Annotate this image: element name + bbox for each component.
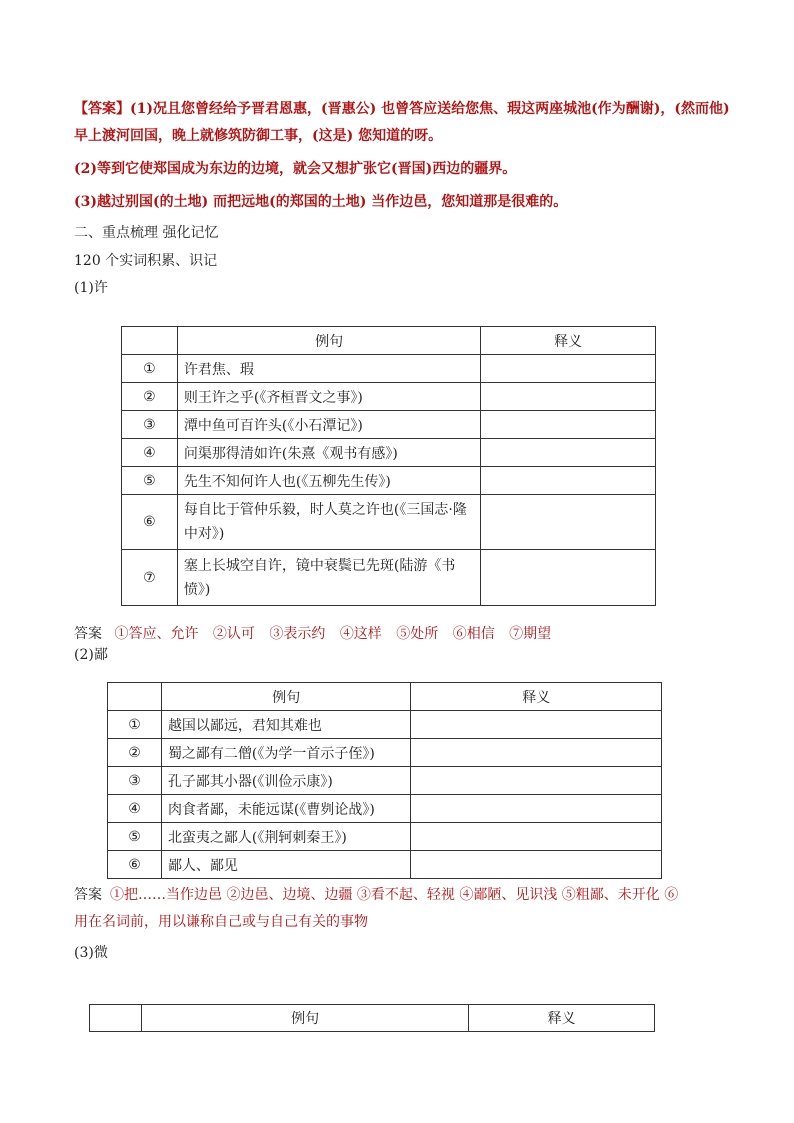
row-num: ⑤ — [122, 467, 178, 495]
header-meaning: 释义 — [481, 327, 656, 355]
row-example: 塞上长城空自许，镜中衰鬓已先斑(陆游《书愤》) — [177, 550, 480, 606]
row-meaning — [481, 355, 656, 383]
header-meaning: 释义 — [469, 1005, 655, 1032]
row-example: 肉食者鄙，未能远谋(《曹刿论战》) — [161, 795, 411, 823]
answer-label: 答案 — [74, 626, 102, 642]
row-num: ① — [122, 355, 178, 383]
table-row — [108, 739, 662, 767]
answer-line-1: 【答案】(1)况且您曾经给予晋君恩惠，(晋惠公) 也曾答应送给您焦、瑕这两座城池(作为酬谢)，(然而他) — [74, 101, 730, 117]
row-num: ⑦ — [122, 550, 178, 606]
word2-answer-line-2: 用在名词前，用以谦称自己或与自己有关的事物 — [74, 914, 368, 930]
answer-line-4: (3)越过别国(的土地) 而把远地(的郑国的土地) 当作边邑，您知道那是很难的。 — [74, 194, 568, 210]
word1-table — [121, 326, 656, 606]
table-row — [108, 851, 662, 879]
row-meaning — [411, 795, 662, 823]
row-example: 问渠那得清如许(朱熹《观书有感》) — [177, 439, 480, 467]
table-row — [122, 495, 656, 550]
row-num: ① — [108, 711, 162, 739]
row-example: 北蛮夷之鄙人(《荆轲刺秦王》) — [161, 823, 411, 851]
table-row — [122, 383, 656, 411]
row-meaning — [481, 439, 656, 467]
answer-label: 【答案】 — [74, 101, 130, 117]
table-row — [122, 550, 656, 606]
row-meaning — [411, 739, 662, 767]
table-header-row — [108, 683, 662, 711]
word3-title: (3)微 — [74, 945, 108, 961]
table-row — [108, 795, 662, 823]
subheading: 120 个实词积累、识记 — [74, 253, 218, 269]
table-header-row — [122, 327, 656, 355]
word2-title: (2)鄙 — [74, 647, 108, 663]
row-example: 许君焦、瑕 — [177, 355, 480, 383]
row-meaning — [411, 767, 662, 795]
row-meaning — [481, 383, 656, 411]
row-example: 先生不知何许人也(《五柳先生传》) — [177, 467, 480, 495]
table-header-row — [90, 1005, 655, 1032]
answer-line-2: 早上渡河回国，晚上就修筑防御工事，(这是) 您知道的呀。 — [74, 128, 443, 144]
header-example: 例句 — [141, 1005, 468, 1032]
header-meaning: 释义 — [411, 683, 662, 711]
row-num: ③ — [122, 411, 178, 439]
row-example: 潭中鱼可百许头(《小石潭记》) — [177, 411, 480, 439]
word3-table — [89, 1004, 655, 1032]
row-num: ⑥ — [122, 495, 178, 550]
row-example: 则王许之乎(《齐桓晋文之事》) — [177, 383, 480, 411]
header-example: 例句 — [177, 327, 480, 355]
row-meaning — [411, 711, 662, 739]
row-example: 鄙人、鄙见 — [161, 851, 411, 879]
row-example: 孔子鄙其小器(《训俭示康》) — [161, 767, 411, 795]
row-example: 蜀之鄙有二僧(《为学一首示子侄》) — [161, 739, 411, 767]
table-row — [122, 467, 656, 495]
row-num: ② — [108, 739, 162, 767]
row-meaning — [411, 823, 662, 851]
table-row — [108, 711, 662, 739]
row-num: ⑥ — [108, 851, 162, 879]
header-num — [108, 683, 162, 711]
answer-block — [74, 96, 734, 216]
row-num: ④ — [108, 795, 162, 823]
word1-title: (1)许 — [74, 280, 108, 296]
word1-answer: 答案 ①答应、允许 ②认可 ③表示约 ④这样 ⑤处所 ⑥相信 ⑦期望 — [74, 626, 552, 642]
row-meaning — [481, 411, 656, 439]
table-row — [122, 439, 656, 467]
table-row — [108, 767, 662, 795]
row-meaning — [411, 851, 662, 879]
answer-label: 答案 — [74, 887, 102, 903]
row-num: ③ — [108, 767, 162, 795]
row-num: ② — [122, 383, 178, 411]
row-meaning — [481, 495, 656, 550]
row-num: ⑤ — [108, 823, 162, 851]
row-num: ④ — [122, 439, 178, 467]
row-meaning — [481, 467, 656, 495]
row-example: 越国以鄙远，君知其难也 — [161, 711, 411, 739]
table-row — [122, 355, 656, 383]
section-heading: 二、重点梳理 强化记忆 — [74, 225, 219, 241]
row-meaning — [481, 550, 656, 606]
row-example: 每自比于管仲乐毅，时人莫之许也(《三国志·隆中对》) — [177, 495, 480, 550]
header-num — [122, 327, 178, 355]
header-example: 例句 — [161, 683, 411, 711]
word2-answer — [74, 882, 734, 936]
word2-answer-line-1: 答案 ①把……当作边邑 ②边邑、边境、边疆 ③看不起、轻视 ④鄙陋、见识浅 ⑤粗鄙、未开化 ⑥ — [74, 887, 679, 903]
table-row — [108, 823, 662, 851]
answer-line-3: (2)等到它使郑国成为东边的边境，就会又想扩张它(晋国)西边的疆界。 — [74, 161, 517, 177]
header-num — [90, 1005, 142, 1032]
word2-table — [107, 682, 662, 879]
table-row — [122, 411, 656, 439]
